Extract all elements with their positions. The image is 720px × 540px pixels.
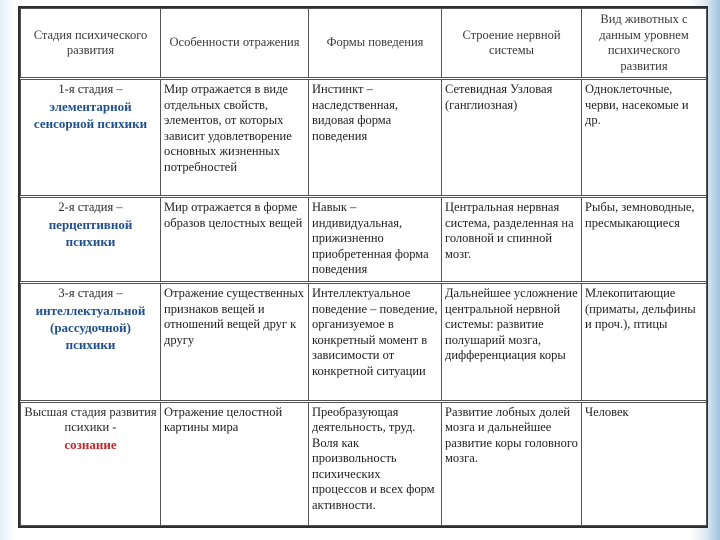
- stage-name: сознание: [64, 436, 117, 452]
- reflection-cell: Отражение существенных признаков вещей и отношений вещей друг к другу: [161, 283, 309, 401]
- animals-cell: Млекопитающие (приматы, дельфины и проч.), птицы: [582, 283, 707, 401]
- stage-prefix: Высшая стадия развития психики -: [24, 404, 157, 435]
- reflection-cell: Мир отражается в виде отдельных свойств, элементов, от которых зависит удовлетворение основных жизненных потребностей: [161, 79, 309, 197]
- stage-name: интеллектуальной (рассудочной) психики: [35, 302, 146, 352]
- header-row: [21, 9, 707, 79]
- psychic-development-table: [18, 6, 708, 528]
- slide-left-gradient: [0, 0, 14, 540]
- animals-cell: Одноклеточные, черви, насекомые и др.: [582, 79, 707, 197]
- reflection-cell: Мир отражается в форме образов целостных вещей: [161, 197, 309, 283]
- stage-prefix: 1-я стадия –: [58, 82, 123, 96]
- nervous-system-cell: Сетевидная Узловая (ганглиозная): [442, 79, 582, 197]
- header-behavior: Формы поведения: [309, 9, 442, 79]
- stage-cell: [21, 401, 161, 525]
- table-row: [21, 401, 707, 525]
- stage-name: перцептивной психики: [48, 216, 133, 249]
- nervous-system-cell: Развитие лобных долей мозга и дальнейшее развитие коры головного мозга.: [442, 401, 582, 525]
- table: [20, 8, 707, 526]
- stage-cell: [21, 283, 161, 401]
- header-stage: Стадия психического развития: [21, 9, 161, 79]
- animals-cell: Человек: [582, 401, 707, 525]
- stage-name: элементарной сенсорной психики: [33, 98, 148, 131]
- table-row: [21, 197, 707, 283]
- animals-cell: Рыбы, земноводные, пресмыкающиеся: [582, 197, 707, 283]
- header-animals: Вид животных с данным уровнем психического развития: [582, 9, 707, 79]
- stage-cell: [21, 197, 161, 283]
- behavior-cell: Интеллектуальное поведение – поведение, организуемое в конкретный момент в зависимости от конкретной ситуации: [309, 283, 442, 401]
- table-row: [21, 283, 707, 401]
- stage-cell: [21, 79, 161, 197]
- behavior-cell: Навык – индивидуальная, прижизненно приобретенная форма поведения: [309, 197, 442, 283]
- stage-prefix: 2-я стадия –: [58, 200, 123, 215]
- stage-prefix: 3-я стадия –: [58, 286, 123, 301]
- behavior-cell: Преобразующая деятельность, труд. Воля как произвольность психических процессов и всех форм активности.: [309, 401, 442, 525]
- reflection-cell: Отражение целостной картины мира: [161, 401, 309, 525]
- behavior-cell: Инстинкт – наследственная, видовая форма поведения: [309, 79, 442, 197]
- nervous-system-cell: Центральная нервная система, разделенная на головной и спинной мозг.: [442, 197, 582, 283]
- nervous-system-cell: Дальнейшее усложнение центральной нервной системы: развитие полушарий мозга, дифференциация коры: [442, 283, 582, 401]
- header-reflection: Особенности отражения: [161, 9, 309, 79]
- header-nervous-system: Строение нервной системы: [442, 9, 582, 79]
- table-row: [21, 79, 707, 197]
